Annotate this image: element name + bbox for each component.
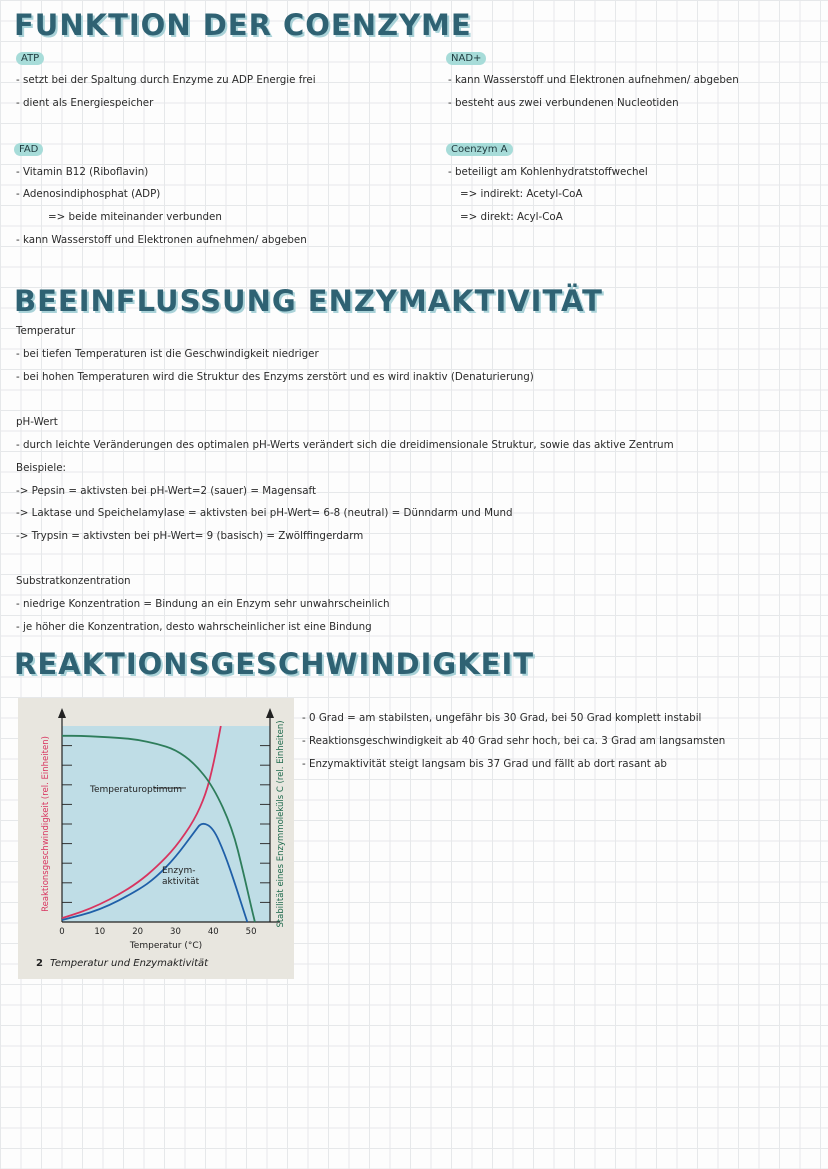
tag-nad: NAD+ [446,52,486,65]
tag-fad: FAD [14,143,43,156]
chart-svg [18,698,294,979]
y-axis-right-label: Stabilität eines Enzymmoleküls C (rel. Einheiten) [276,720,286,928]
temperature-heading: Temperatur [16,325,76,337]
x-axis-label: Temperatur (°C) [129,941,203,951]
note-line-2: - Reaktionsgeschwindigkeit ab 40 Grad sehr hoch, bei ca. 3 Grad am langsamsten [302,735,726,747]
x-tick-label-50: 50 [245,927,257,937]
note-line-1: - 0 Grad = am stabilsten, ungefähr bis 30 Grad, bei 50 Grad komplett instabil [302,712,702,724]
y-axis-left-arrow [58,708,66,718]
substrate-heading: Substratkonzentration [16,575,131,587]
atp-line-2: - dient als Energiespeicher [16,97,154,109]
temperature-line-2: - bei hohen Temperaturen wird die Struktur des Enzyms zerstört und es wird inaktiv (Denaturierung) [16,371,534,383]
ph-line-3: -> Pepsin = aktivsten bei pH-Wert=2 (sauer) = Magensaft [16,485,316,497]
fad-line-2: - Adenosindiphosphat (ADP) [16,188,161,200]
y-axis-left-label: Reaktionsgeschwindigkeit (rel. Einheiten) [41,736,51,912]
plot-area [62,726,270,922]
ph-line-5: -> Trypsin = aktivsten bei pH-Wert= 9 (basisch) = Zwölffingerdarm [16,530,364,542]
heading-reaktionsgeschwindigkeit: REAKTIONSGESCHWINDIGKEIT [14,647,535,681]
figure-caption: Temperatur und Enzymaktivität [50,958,209,969]
ph-heading: pH-Wert [16,416,58,428]
x-tick-label-20: 20 [132,927,144,937]
coa-line-1: - beteiligt am Kohlenhydratstoffwechel [448,166,648,178]
tag-atp: ATP [16,52,44,65]
tag-coenzym-a: Coenzym A [446,143,513,156]
annotation-enzym: Enzym- [162,866,196,876]
nad-line-1: - kann Wasserstoff und Elektronen aufnehmen/ abgeben [448,74,739,86]
figure-number: 2 [36,958,43,969]
fad-line-3: => beide miteinander verbunden [48,211,222,223]
chart-figure [18,698,294,979]
nad-line-2: - besteht aus zwei verbundenen Nucleotiden [448,97,679,109]
coa-line-3: => direkt: Acyl-CoA [460,211,563,223]
coa-line-2: => indirekt: Acetyl-CoA [460,188,583,200]
x-tick-label-30: 30 [170,927,181,937]
y-axis-right-arrow [266,708,274,718]
temperature-line-1: - bei tiefen Temperaturen ist die Geschwindigkeit niedriger [16,348,319,360]
ph-line-4: -> Laktase und Speichelamylase = aktivsten bei pH-Wert= 6-8 (neutral) = Dünndarm und Mund [16,507,513,519]
ph-line-2: Beispiele: [16,462,67,474]
note-line-3: - Enzymaktivität steigt langsam bis 37 Grad und fällt ab dort rasant ab [302,758,667,770]
atp-line-1: - setzt bei der Spaltung durch Enzyme zu ADP Energie frei [16,74,316,86]
heading-funktion-der-coenzyme: FUNKTION DER COENZYME [14,8,472,42]
annotation-aktivitaet: aktivität [162,877,200,887]
fad-line-4: - kann Wasserstoff und Elektronen aufnehmen/ abgeben [16,234,307,246]
annotation-temperaturoptimum: Temperaturoptimum [90,785,182,795]
fad-line-1: - Vitamin B12 (Riboflavin) [16,166,149,178]
x-tick-label-10: 10 [94,927,106,937]
ph-line-1: - durch leichte Veränderungen des optimalen pH-Werts verändert sich die dreidimensionale Struktur, sowie das aktive Zentrum [16,439,674,451]
x-tick-label-40: 40 [207,927,219,937]
heading-beeinflussung-enzymaktivitaet: BEEINFLUSSUNG ENZYMAKTIVITÄT [14,284,603,318]
substrate-line-2: - je höher die Konzentration, desto wahrscheinlicher ist eine Bindung [16,621,372,633]
substrate-line-1: - niedrige Konzentration = Bindung an ein Enzym sehr unwahrscheinlich [16,598,390,610]
x-tick-label-0: 0 [59,927,65,937]
